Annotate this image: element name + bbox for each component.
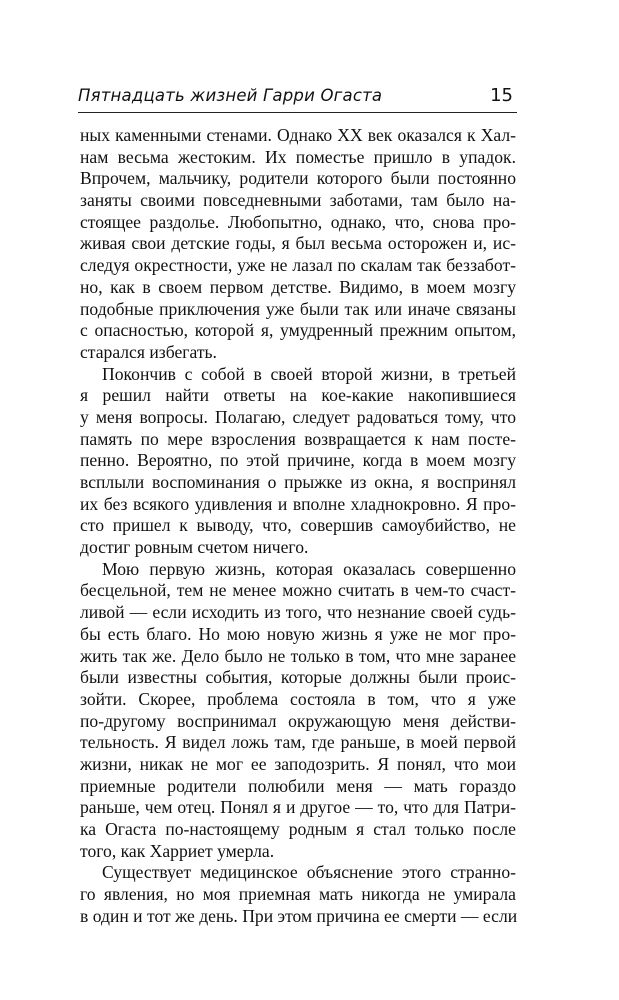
text-line: Впрочем, мальчику, родители которого были постоянно [80,168,516,189]
text-line: стоящее раздолье. Любопытно, однако, что, снова про- [80,211,516,232]
text-line: достиг ровным счетом ничего. [80,537,309,558]
page-number: 15 [490,85,513,106]
text-line: по-другому воспринимал окружающую меня действи- [80,710,516,731]
text-line: живая свои детские годы, я был весьма осторожен и, ис- [80,233,516,254]
text-line: жизни, никак не мог ее заподозрить. Я понял, что мои [80,753,516,774]
text-line: приемные родители полюбили меня — мать гораздо [80,775,516,796]
text-line: ка Огаста по-настоящему родным я стал только после [80,819,516,839]
text-line: память по мере взросления возвращается к нам посте- [80,428,516,449]
text-line: но, как в своем первом детстве. Видимо, в моем мозгу [80,276,516,297]
text-line: раньше, чем отец. Понял я и другое — то, что для Патри- [80,797,516,818]
running-title: Пятнадцать жизней Гарри Огаста [78,86,383,105]
text-line: следуя окрестности, уже не лазал по скалам так беззабот- [80,255,516,276]
text-line: го явления, но моя приемная мать никогда не умирала [80,884,516,905]
text-line: были известны события, которые должны были проис- [80,667,516,688]
text-line: зойти. Скорее, проблема состояла в том, что я уже [80,688,516,709]
text-line: ных каменными стенами. Однако XX век оказался к Хал- [80,125,516,145]
text-line: я решил найти ответы на кое-какие накопившиеся [80,385,516,406]
text-line: всплыли воспоминания о прыжке из окна, я воспринял [80,472,516,492]
text-line: жить так же. Дело было не только в том, что мне заранее [80,645,516,666]
text-line: Покончив с собой в своей второй жизни, в третьей [102,363,516,384]
running-head [78,84,517,112]
text-line: подобные приключения уже были так или иначе связаны [80,298,516,319]
text-line: ливой — если исходить из того, что незнание своей судь- [80,602,516,623]
text-line: у меня вопросы. Полагаю, следует радоваться тому, что [80,406,516,427]
header-rule [78,112,517,113]
text-line: бесцельной, тем не менее можно считать в чем-то счаст- [80,580,516,601]
text-line: бы есть благо. Но мою новую жизнь я уже не мог про- [80,623,516,644]
text-line: Мою первую жизнь, которая оказалась совершенно [102,558,516,579]
text-line: в один и тот же день. При этом причина ее смерти — если [80,905,518,926]
text-line: их без всякого удивления и вполне хладнокровно. Я про- [80,493,516,514]
text-line: Существует медицинское объяснение этого странно- [102,862,516,883]
text-line: того, как Харриет умерла. [80,840,275,861]
text-line: тельность. Я видел ложь там, где раньше, в моей первой [80,732,516,753]
body-text [80,125,516,927]
text-line: нам весьма жестоким. Их поместье пришло в упадок. [80,146,516,167]
text-line: пенно. Вероятно, по этой причине, когда в моем мозгу [80,450,516,471]
text-line: с опасностью, которой я, умудренный прежним опытом, [80,320,516,341]
text-line: старался избегать. [80,341,217,362]
text-line: заняты своими повседневными заботами, там было на- [80,190,516,211]
text-line: сто пришел к выводу, что, совершив самоубийство, не [80,515,516,536]
